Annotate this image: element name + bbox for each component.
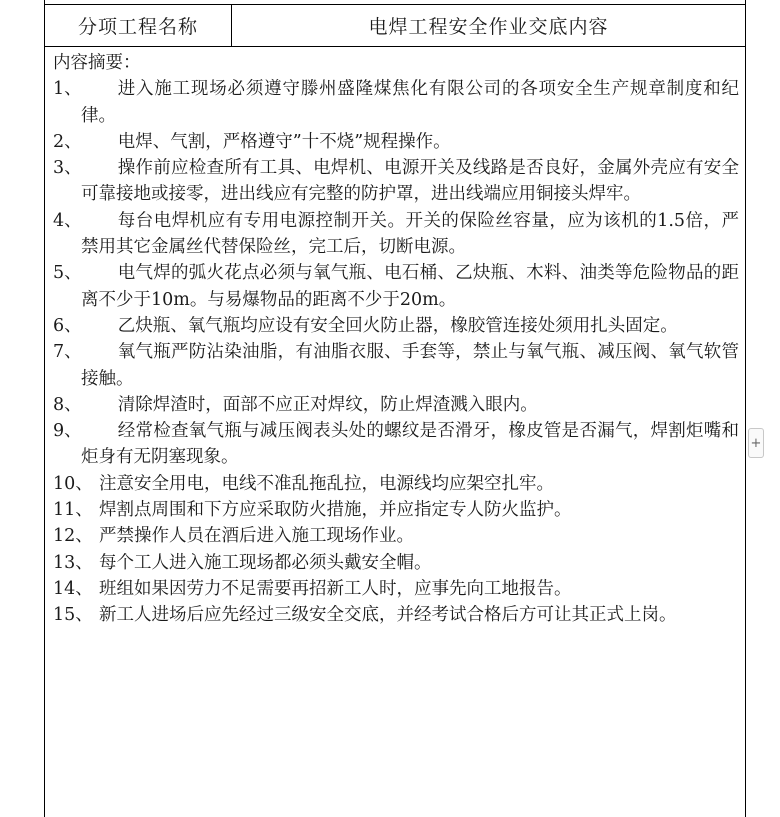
item-text: 新工人进场后应先经过三级安全交底，并经考试合格后方可让其正式上岗。 — [99, 605, 677, 626]
list-item — [53, 313, 739, 339]
item-number: 9、 — [53, 421, 82, 442]
item-number: 13、 — [53, 552, 93, 573]
item-number: 2、 — [53, 131, 82, 152]
item-text: 每个工人进入施工现场都必须头戴安全帽。 — [99, 552, 432, 573]
table-header-row — [45, 4, 745, 47]
item-text: 焊割点周围和下方应采取防火措施，并应指定专人防火监护。 — [99, 500, 572, 521]
item-number: 8、 — [53, 394, 82, 415]
content-cell — [53, 50, 739, 629]
list-item — [53, 129, 739, 155]
item-number: 6、 — [53, 315, 82, 336]
list-item — [53, 550, 739, 576]
plus-icon: + — [750, 435, 762, 451]
item-number: 5、 — [53, 263, 82, 284]
item-number: 12、 — [53, 526, 93, 547]
item-text: 严禁操作人员在酒后进入施工现场作业。 — [99, 526, 414, 547]
list-item — [53, 497, 739, 523]
item-text: 经常检查氧气瓶与减压阀表头处的螺纹是否滑牙，橡皮管是否漏气，焊割炬嘴和炬身有无阴塞现象。 — [81, 421, 739, 468]
list-item — [53, 76, 739, 129]
item-text: 氧气瓶严防沾染油脂，有油脂衣服、手套等，禁止与氧气瓶、减压阀、氧气软管接触。 — [81, 342, 739, 389]
project-name-label: 分项工程名称 — [45, 4, 232, 46]
list-item — [53, 523, 739, 549]
item-text: 乙炔瓶、氧气瓶均应设有安全回火防止器，橡胶管连接处须用扎头固定。 — [117, 315, 678, 336]
item-text: 进入施工现场必须遵守滕州盛隆煤焦化有限公司的各项安全生产规章制度和纪律。 — [81, 79, 739, 126]
summary-label: 内容摘要： — [53, 53, 141, 73]
briefing-title: 电焊工程安全作业交底内容 — [368, 15, 609, 38]
item-number: 14、 — [53, 578, 93, 599]
item-number: 11、 — [53, 500, 93, 521]
item-number: 7、 — [53, 342, 82, 363]
item-text: 清除焊渣时，面部不应正对焊纹，防止焊渣溅入眼内。 — [117, 394, 538, 415]
item-text: 班组如果因劳力不足需要再招新工人时，应事先向工地报告。 — [99, 578, 572, 599]
item-text: 电气焊的弧火花点必须与氧气瓶、电石桶、乙炔瓶、木料、油类等危险物品的距离不少于10m。与易爆物品的距离不少于20m。 — [81, 263, 739, 310]
expand-panel-button[interactable] — [748, 428, 764, 458]
list-item — [53, 418, 739, 471]
list-item — [53, 602, 739, 628]
item-number: 3、 — [53, 158, 82, 179]
item-text: 操作前应检查所有工具、电焊机、电源开关及线路是否良好，金属外壳应有安全可靠接地或接零，进出线应有完整的防护罩，进出线端应用铜接头焊牢。 — [81, 158, 739, 205]
list-item — [53, 339, 739, 392]
item-number: 1、 — [53, 79, 82, 100]
item-text: 注意安全用电，电线不准乱拖乱拉，电源线均应架空扎牢。 — [99, 473, 554, 494]
list-item — [53, 208, 739, 261]
item-text: 电焊、气割，严格遵守”十不烧”规程操作。 — [117, 131, 451, 152]
item-number: 10、 — [53, 473, 93, 494]
safety-briefing-table — [44, 0, 746, 817]
list-item — [53, 392, 739, 418]
item-text: 每台电焊机应有专用电源控制开关。开关的保险丝容量，应为该机的1.5倍，严禁用其它金属丝代替保险丝，完工后，切断电源。 — [81, 210, 739, 258]
list-item — [53, 471, 739, 497]
list-item — [53, 260, 739, 313]
list-item — [53, 155, 739, 208]
list-item — [53, 576, 739, 602]
item-number: 15、 — [53, 605, 93, 626]
item-number: 4、 — [53, 210, 82, 231]
